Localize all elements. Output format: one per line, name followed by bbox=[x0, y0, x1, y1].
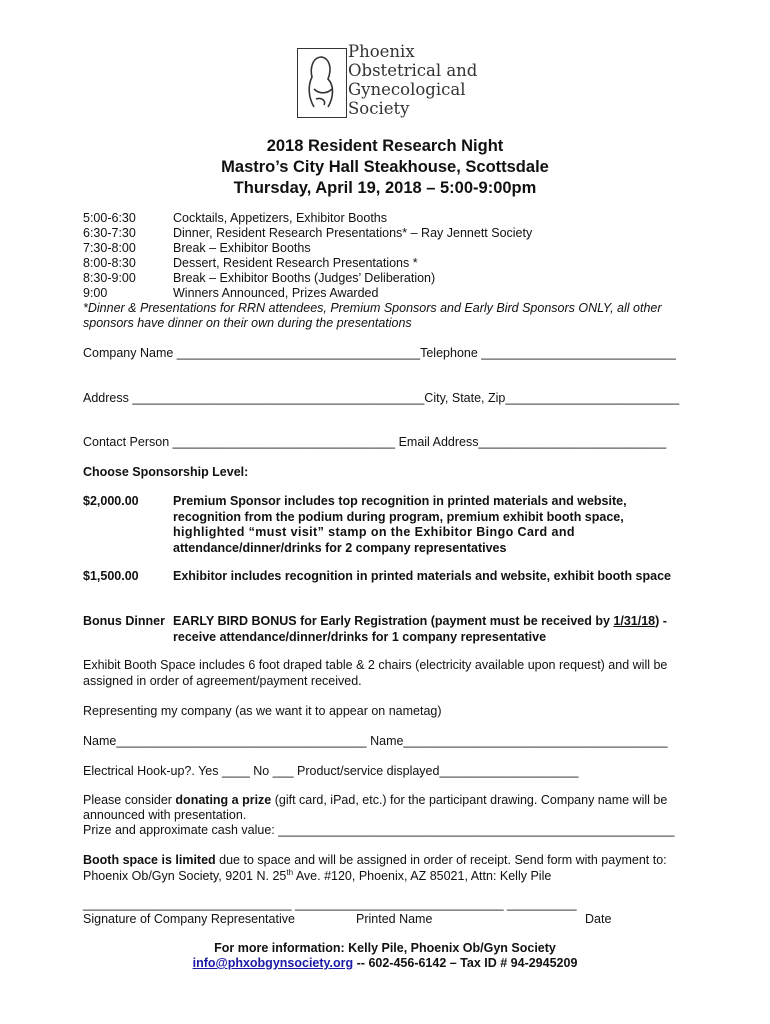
schedule-time: 6:30-7:30 bbox=[83, 226, 136, 240]
booth-limited-line bbox=[83, 853, 667, 867]
premium-line: Premium Sponsor includes top recognition in printed materials and website, bbox=[173, 494, 627, 508]
premium-line: recognition from the podium during program, premium exhibit booth space, bbox=[173, 509, 624, 524]
prize-line: announced with presentation. bbox=[83, 808, 247, 822]
schedule-time: 5:00-6:30 bbox=[83, 211, 136, 225]
signature-blanks[interactable]: ______________________________ ______________________________ __________ bbox=[83, 897, 577, 911]
exhibitor-description: Exhibitor includes recognition in printed materials and website, exhibit booth space bbox=[173, 569, 671, 583]
booth-limited-bold: Booth space is limited bbox=[83, 853, 216, 867]
schedule-time: 8:30-9:00 bbox=[83, 271, 136, 285]
electrical-product-field[interactable]: Electrical Hook-up?. Yes ____ No ___ Product/service displayed____________________ bbox=[83, 764, 579, 778]
premium-amount: $2,000.00 bbox=[83, 494, 139, 508]
premium-line: attendance/dinner/drinks for 2 company representatives bbox=[173, 540, 507, 555]
prize-bold: donating a prize bbox=[175, 793, 272, 807]
bonus-text: EARLY BIRD BONUS for Early Registration (payment must be received by bbox=[173, 614, 614, 628]
mailing-text: Ave. #120, Phoenix, AZ 85021, Attn: Kelly Pile bbox=[293, 869, 552, 884]
printed-name-label: Printed Name bbox=[356, 912, 433, 926]
bonus-deadline: 1/31/18 bbox=[613, 614, 656, 628]
signature-rep-label: Signature of Company Representative bbox=[83, 912, 295, 926]
schedule-desc: Break – Exhibitor Booths bbox=[173, 241, 311, 255]
logo-text bbox=[348, 42, 477, 118]
booth-info-line: Exhibit Booth Space includes 6 foot draped table & 2 chairs (electricity available upon request) and will be bbox=[83, 658, 668, 672]
event-title: 2018 Resident Research Night bbox=[266, 137, 504, 155]
bonus-line bbox=[173, 614, 667, 630]
sponsorship-heading: Choose Sponsorship Level: bbox=[83, 465, 249, 479]
schedule-desc: Cocktails, Appetizers, Exhibitor Booths bbox=[173, 211, 387, 225]
footer-phone-tax: -- 602-456-6142 – Tax ID # 94-2945209 bbox=[353, 956, 578, 970]
prize-line bbox=[83, 793, 667, 807]
mailing-address bbox=[83, 868, 551, 883]
premium-line: highlighted “must visit” stamp on the Exhibitor Bingo Card and bbox=[173, 525, 575, 539]
company-telephone-field[interactable]: Company Name ___________________________________Telephone ____________________________ bbox=[83, 346, 676, 360]
schedule-time: 8:00-8:30 bbox=[83, 256, 136, 270]
schedule-desc: Winners Announced, Prizes Awarded bbox=[173, 286, 379, 300]
email-link[interactable]: info@phxobgynsociety.org bbox=[192, 956, 354, 970]
footer-contact bbox=[0, 956, 770, 970]
date-label: Date bbox=[585, 912, 612, 926]
mother-child-icon bbox=[298, 49, 346, 117]
schedule-desc: Dessert, Resident Research Presentations * bbox=[173, 256, 418, 270]
logo-line: Society bbox=[348, 99, 410, 118]
mailing-text: Phoenix Ob/Gyn Society, 9201 N. 25 bbox=[83, 869, 287, 884]
mailing-sup: th bbox=[286, 868, 294, 877]
bonus-text: ) - bbox=[655, 614, 667, 628]
prize-text: (gift card, iPad, etc.) for the participant drawing. Company name will be bbox=[271, 793, 668, 807]
schedule-time: 7:30-8:00 bbox=[83, 241, 136, 255]
logo-line: Obstetrical and bbox=[348, 61, 478, 80]
booth-info-line: assigned in order of agreement/payment received. bbox=[83, 674, 362, 688]
representing-label: Representing my company (as we want it to appear on nametag) bbox=[83, 704, 442, 718]
bonus-line: receive attendance/dinner/drinks for 1 company representative bbox=[173, 629, 547, 644]
nametag-name-fields[interactable]: Name____________________________________ Name______________________________________ bbox=[83, 734, 668, 748]
bonus-label: Bonus Dinner bbox=[83, 614, 165, 628]
logo-line: Phoenix bbox=[348, 42, 415, 61]
prize-text: Please consider bbox=[83, 793, 176, 807]
booth-limited-text: due to space and will be assigned in order of receipt. Send form with payment to: bbox=[215, 853, 667, 867]
address-city-field[interactable]: Address __________________________________________City, State, Zip_________________________ bbox=[83, 391, 680, 405]
schedule-time: 9:00 bbox=[83, 286, 108, 300]
event-date: Thursday, April 19, 2018 – 5:00-9:00pm bbox=[233, 179, 537, 197]
premium-description bbox=[173, 494, 627, 556]
event-venue: Mastro’s City Hall Steakhouse, Scottsdale bbox=[221, 158, 549, 176]
schedule-desc: Break – Exhibitor Booths (Judges’ Deliberation) bbox=[173, 271, 436, 285]
prize-value-field[interactable]: Prize and approximate cash value: _________________________________________________________ bbox=[83, 823, 675, 837]
footer-info: For more information: Kelly Pile, Phoenix Ob/Gyn Society bbox=[214, 941, 556, 955]
logo-line: Gynecological bbox=[348, 80, 466, 99]
dinner-note-line: sponsors have dinner on their own during the presentations bbox=[83, 316, 412, 330]
exhibitor-amount: $1,500.00 bbox=[83, 569, 139, 583]
contact-email-field[interactable]: Contact Person ________________________________ Email Address___________________________ bbox=[83, 435, 667, 449]
dinner-note-line: *Dinner & Presentations for RRN attendees, Premium Sponsors and Early Bird Sponsors ONLY, all other bbox=[83, 301, 662, 315]
schedule-desc: Dinner, Resident Research Presentations* – Ray Jennett Society bbox=[173, 226, 533, 240]
bonus-description bbox=[173, 614, 667, 645]
logo-emblem bbox=[297, 48, 347, 118]
